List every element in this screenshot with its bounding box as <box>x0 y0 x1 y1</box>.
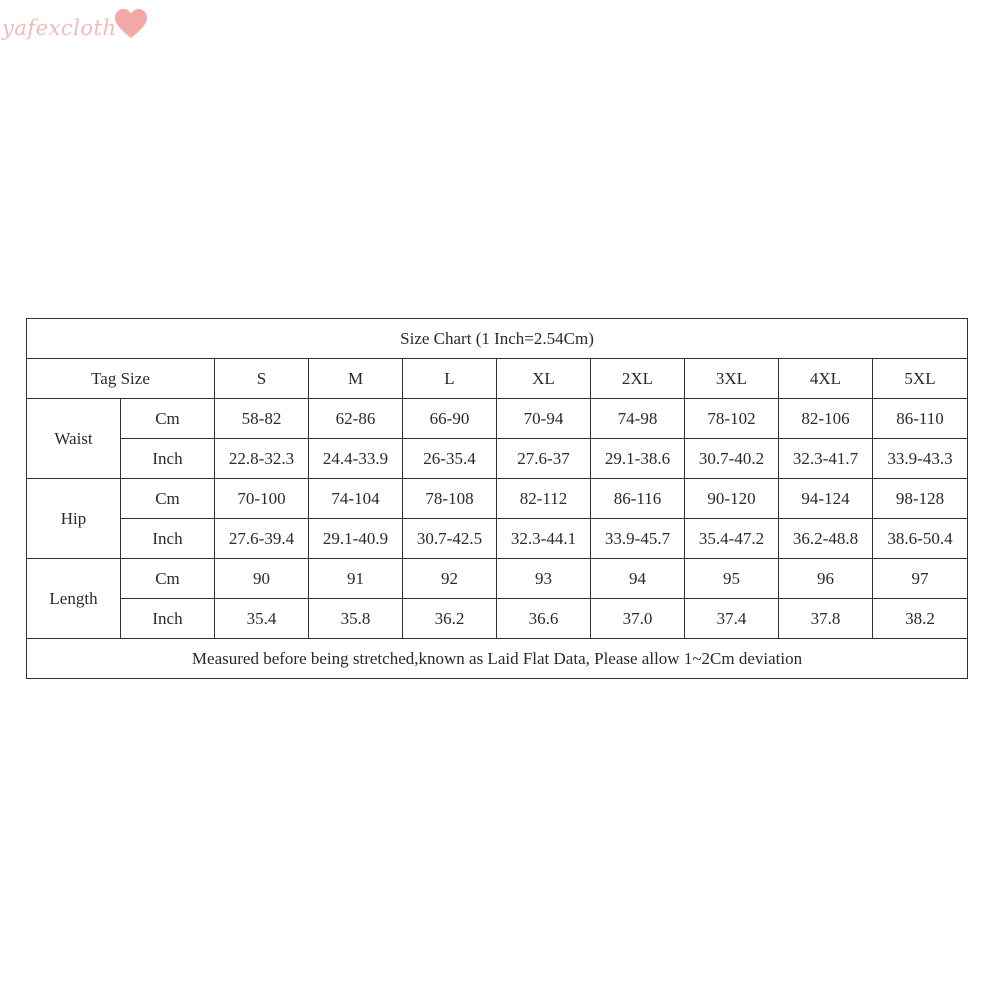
watermark-text: yafexcloth <box>2 16 117 40</box>
note-row <box>27 639 968 679</box>
measurement-name: Waist <box>27 399 121 479</box>
table-row <box>27 559 968 599</box>
unit-cell: Inch <box>121 599 215 639</box>
value-cell: 98-128 <box>873 479 968 519</box>
value-cell: 96 <box>779 559 873 599</box>
value-cell: 66-90 <box>403 399 497 439</box>
unit-cell: Inch <box>121 439 215 479</box>
chart-title: Size Chart (1 Inch=2.54Cm) <box>27 319 968 359</box>
value-cell: 27.6-39.4 <box>215 519 309 559</box>
value-cell: 30.7-40.2 <box>685 439 779 479</box>
table-row <box>27 599 968 639</box>
value-cell: 38.2 <box>873 599 968 639</box>
unit-cell: Cm <box>121 559 215 599</box>
value-cell: 94 <box>591 559 685 599</box>
size-chart-table <box>26 318 968 679</box>
value-cell: 33.9-43.3 <box>873 439 968 479</box>
value-cell: 36.2-48.8 <box>779 519 873 559</box>
table-row <box>27 519 968 559</box>
value-cell: 74-98 <box>591 399 685 439</box>
value-cell: 78-102 <box>685 399 779 439</box>
size-header-cell: L <box>403 359 497 399</box>
value-cell: 29.1-38.6 <box>591 439 685 479</box>
value-cell: 90-120 <box>685 479 779 519</box>
value-cell: 90 <box>215 559 309 599</box>
value-cell: 78-108 <box>403 479 497 519</box>
value-cell: 94-124 <box>779 479 873 519</box>
value-cell: 95 <box>685 559 779 599</box>
table-row <box>27 439 968 479</box>
value-cell: 22.8-32.3 <box>215 439 309 479</box>
value-cell: 62-86 <box>309 399 403 439</box>
value-cell: 33.9-45.7 <box>591 519 685 559</box>
unit-cell: Cm <box>121 479 215 519</box>
value-cell: 82-112 <box>497 479 591 519</box>
unit-cell: Cm <box>121 399 215 439</box>
measurement-name: Hip <box>27 479 121 559</box>
title-row <box>27 319 968 359</box>
value-cell: 37.8 <box>779 599 873 639</box>
value-cell: 35.8 <box>309 599 403 639</box>
watermark <box>2 4 149 44</box>
value-cell: 37.4 <box>685 599 779 639</box>
size-header-cell: S <box>215 359 309 399</box>
tag-size-label: Tag Size <box>27 359 215 399</box>
size-header-cell: 4XL <box>779 359 873 399</box>
value-cell: 93 <box>497 559 591 599</box>
chart-note: Measured before being stretched,known as Laid Flat Data, Please allow 1~2Cm deviation <box>27 639 968 679</box>
value-cell: 92 <box>403 559 497 599</box>
table-row <box>27 399 968 439</box>
value-cell: 36.2 <box>403 599 497 639</box>
value-cell: 82-106 <box>779 399 873 439</box>
value-cell: 70-100 <box>215 479 309 519</box>
value-cell: 35.4-47.2 <box>685 519 779 559</box>
value-cell: 86-116 <box>591 479 685 519</box>
size-header-cell: 5XL <box>873 359 968 399</box>
value-cell: 58-82 <box>215 399 309 439</box>
unit-cell: Inch <box>121 519 215 559</box>
value-cell: 29.1-40.9 <box>309 519 403 559</box>
value-cell: 38.6-50.4 <box>873 519 968 559</box>
value-cell: 24.4-33.9 <box>309 439 403 479</box>
value-cell: 86-110 <box>873 399 968 439</box>
measurement-name: Length <box>27 559 121 639</box>
size-header-cell: XL <box>497 359 591 399</box>
value-cell: 91 <box>309 559 403 599</box>
size-header-cell: 2XL <box>591 359 685 399</box>
size-header-cell: 3XL <box>685 359 779 399</box>
value-cell: 37.0 <box>591 599 685 639</box>
size-header-cell: M <box>309 359 403 399</box>
value-cell: 70-94 <box>497 399 591 439</box>
value-cell: 36.6 <box>497 599 591 639</box>
value-cell: 74-104 <box>309 479 403 519</box>
value-cell: 32.3-44.1 <box>497 519 591 559</box>
value-cell: 97 <box>873 559 968 599</box>
value-cell: 32.3-41.7 <box>779 439 873 479</box>
value-cell: 26-35.4 <box>403 439 497 479</box>
size-header-row <box>27 359 968 399</box>
heart-icon <box>113 7 149 41</box>
value-cell: 35.4 <box>215 599 309 639</box>
table-row <box>27 479 968 519</box>
value-cell: 27.6-37 <box>497 439 591 479</box>
value-cell: 30.7-42.5 <box>403 519 497 559</box>
